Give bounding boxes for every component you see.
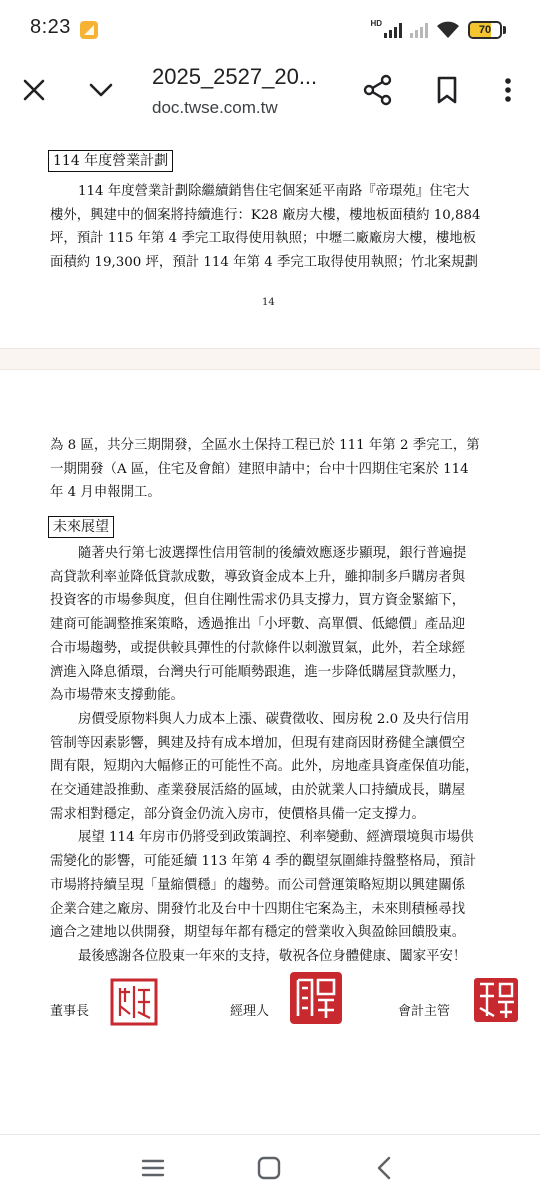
text-line: 市場將持續呈現「量縮價穩」的趨勢。而公司營運策略短期以興建關係 xyxy=(50,877,466,893)
text-line: 管制等因素影響，興建及持有成本增加，但現有建商因財務健全讓價空 xyxy=(50,735,466,751)
battery-text: 70 xyxy=(478,24,492,36)
text-line: 高貸款利率並降低貸款成數，導致資金成本上升，雖抑制多戶購房者與 xyxy=(50,569,466,585)
text-line: 一期開發（A 區，住宅及會館）建照申請中；台中十四期住宅案於 114 xyxy=(50,461,469,477)
text-line: 展望 114 年房市仍將受到政策調控、利率變動、經濟環境與市場供 xyxy=(78,830,474,846)
close-icon[interactable] xyxy=(18,74,50,106)
text-line: 最後感謝各位股東一年來的支持，敬祝各位身體健康、闔家平安！ xyxy=(78,948,467,964)
app-notification-icon xyxy=(80,21,98,39)
more-vert-icon[interactable] xyxy=(494,74,522,106)
text-line: 樓外，興建中的個案將持續進行：K28 廠房大樓，樓地板面積約 10,884 xyxy=(50,207,481,223)
continued-paragraph xyxy=(50,434,498,505)
text-line: 建商可能調整推案策略，透過推出「小坪數、高單價、低總價」產品迎 xyxy=(50,617,466,633)
chairman-label: 董事長 xyxy=(50,1004,90,1019)
text-line: 間有限，短期內大幅修正的可能性不高。此外，房地產具資產保值功能， xyxy=(50,759,479,775)
accounting-seal-icon xyxy=(472,976,520,1024)
text-line: 需變化的影響，可能延續 113 年第 4 季的觀望氛圍維持盤整格局，預計 xyxy=(50,854,477,870)
outlook-paragraphs xyxy=(50,542,498,969)
text-line: 在交通建設推動、產業發展活絡的區域，由於就業人口持續成長，購屋 xyxy=(50,783,466,799)
text-line: 適合之建地以供開發，期望每年都有穩定的營業收入與盈餘回饋股東。 xyxy=(50,925,466,941)
section-heading-outlook: 未來展望 xyxy=(48,516,114,538)
cell-signal-icon xyxy=(384,22,402,38)
battery-icon xyxy=(468,21,502,39)
manager-label: 經理人 xyxy=(230,1004,270,1019)
recents-icon[interactable] xyxy=(138,1153,168,1183)
text-line: 投資客的市場參與度，但自住剛性需求仍具支撐力，買方資金緊縮下， xyxy=(50,593,466,609)
chairman-seal-icon xyxy=(110,978,158,1026)
business-plan-paragraph xyxy=(50,180,498,275)
section-heading-business-plan: 114 年度營業計劃 xyxy=(48,150,173,172)
pdf-page-15 xyxy=(0,370,540,1134)
text-line: 企業合建之廠房、開發竹北及台中十四期住宅案為主，未來則積極尋找 xyxy=(50,901,466,917)
text-line: 坪，預計 115 年第 4 季完工取得使用執照；中壢二廠廠房大樓，樓地板 xyxy=(50,231,477,247)
app-bar xyxy=(0,58,540,132)
status-bar xyxy=(0,0,540,58)
text-line: 面積約 19,300 坪，預計 114 年第 4 季完工取得使用執照；竹北案規劃 xyxy=(50,255,478,271)
status-indicators xyxy=(370,18,506,42)
text-line: 為 8 區，共分三期開發，全區水土保持工程已於 111 年第 2 季完工，第 xyxy=(50,438,480,453)
share-icon[interactable] xyxy=(362,74,394,106)
document-title[interactable]: 2025_2527_20... xyxy=(152,64,318,89)
page-number: 14 xyxy=(262,297,275,308)
text-line: 需求相對穩定，部分資金仍流入房市，使價格具備一定支撐力。 xyxy=(50,806,425,822)
status-time: 8:23 xyxy=(30,16,71,38)
text-line: 房價受原物料與人力成本上漲、碳費徵收、囤房稅 2.0 及央行信用 xyxy=(78,711,470,727)
accounting-label: 會計主管 xyxy=(398,1004,451,1019)
chevron-down-icon[interactable] xyxy=(84,74,118,106)
text-line: 年 4 月申報開工。 xyxy=(50,485,161,501)
text-line: 合市場趨勢，或提供較具彈性的付款條件以刺激買氣，此外，若全球經 xyxy=(50,640,466,656)
system-nav-bar xyxy=(0,1134,540,1200)
page-separator xyxy=(0,348,540,370)
battery-tip xyxy=(503,26,506,34)
text-line: 隨著央行第七波選擇性信用管制的後續效應逐步顯現，銀行普遍提 xyxy=(78,546,467,561)
hd-label: HD xyxy=(370,18,382,28)
home-icon[interactable] xyxy=(254,1153,284,1183)
text-line: 濟進入降息循環，台灣央行可能順勢跟進，進一步降低購屋貸款壓力， xyxy=(50,664,466,680)
document-viewer[interactable] xyxy=(0,132,540,1134)
bookmark-icon[interactable] xyxy=(432,74,462,106)
document-url[interactable]: doc.twse.com.tw xyxy=(152,98,278,117)
pdf-page-14 xyxy=(0,132,540,348)
wifi-icon xyxy=(436,21,460,39)
back-icon[interactable] xyxy=(370,1153,400,1183)
text-line: 為市場帶來支撐動能。 xyxy=(50,688,184,704)
manager-seal-icon xyxy=(288,970,344,1026)
cell-signal-weak-icon xyxy=(410,22,428,38)
text-line: 114 年度營業計劃除繼續銷售住宅個案延平南路『帝璟苑』住宅大 xyxy=(78,184,470,199)
